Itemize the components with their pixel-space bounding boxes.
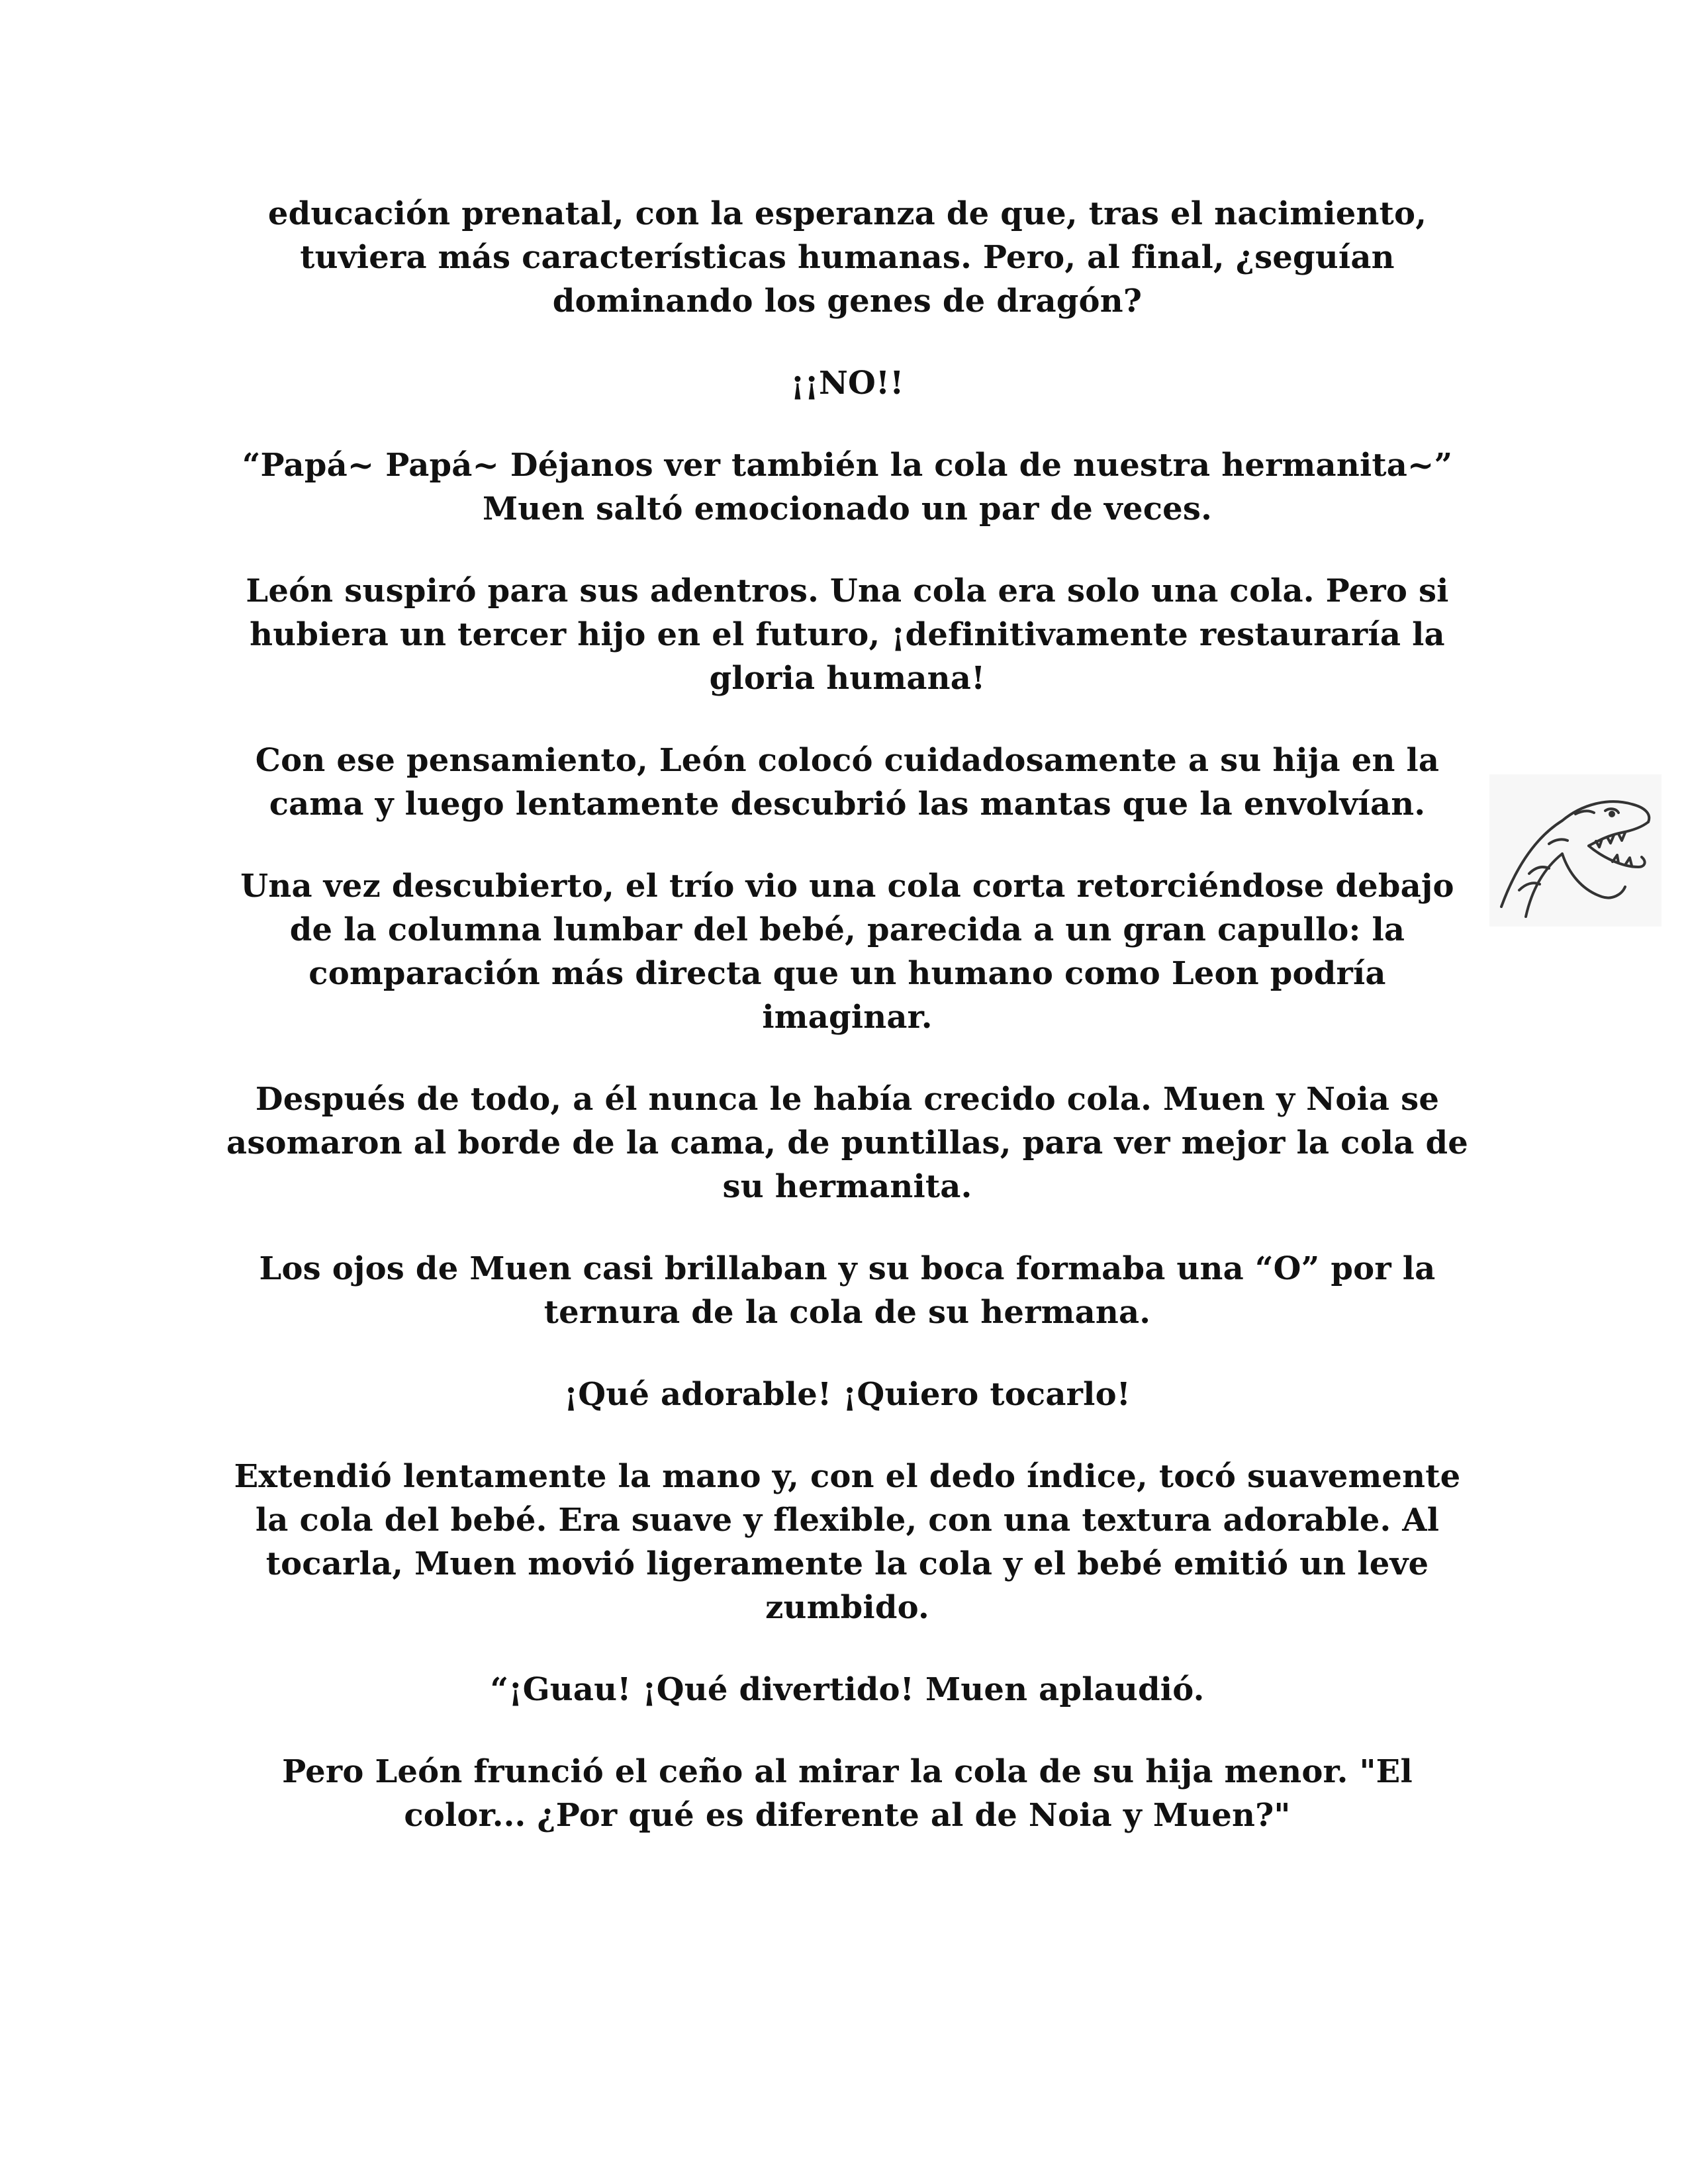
story-text (225, 192, 1470, 1876)
paragraph-4: León suspiró para sus adentros. Una cola era solo una cola. Pero si hubiera un tercer hijo en el futuro, ¡definitivamente restauraría la gloria humana! (246, 572, 1449, 697)
paragraph-11: “¡Guau! ¡Qué divertido! Muen aplaudió. (490, 1671, 1205, 1708)
dinosaur-head-sketch-icon (1489, 774, 1662, 927)
paragraph-10: Extendió lentamente la mano y, con el dedo índice, tocó suavemente la cola del bebé. Era suave y flexible, con una textura adorable. Al tocarla, Muen movió ligeramente la cola y el bebé emitió un leve zumbido. (234, 1458, 1461, 1626)
paragraph-3: “Papá~ Papá~ Déjanos ver también la cola de nuestra hermanita~” Muen saltó emocionado un par de veces. (242, 447, 1453, 527)
paragraph-9: ¡Qué adorable! ¡Quiero tocarlo! (563, 1376, 1131, 1413)
paragraph-8: Los ojos de Muen casi brillaban y su boca formaba una “O” por la ternura de la cola de su hermana. (259, 1250, 1436, 1331)
paragraph-1: educación prenatal, con la esperanza de que, tras el nacimiento, tuviera más características humanas. Pero, al final, ¿seguían dominando los genes de dragón? (267, 195, 1427, 320)
paragraph-7: Después de todo, a él nunca le había crecido cola. Muen y Noia se asomaron al borde de la cama, de puntillas, para ver mejor la cola de su hermanita. (226, 1081, 1468, 1205)
paragraph-2: ¡¡NO!! (790, 365, 904, 402)
paragraph-6: Una vez descubierto, el trío vio una cola corta retorciéndose debajo de la columna lumbar del bebé, parecida a un gran capullo: la comparación más directa que un humano como Leon podría imaginar. (240, 868, 1454, 1036)
paragraph-12: Pero León frunció el ceño al mirar la cola de su hija menor. "El color... ¿Por qué es diferente al de Noia y Muen?" (282, 1753, 1413, 1834)
paragraph-5: Con ese pensamiento, León colocó cuidadosamente a su hija en la cama y luego lentamente descubrió las mantas que la envolvían. (255, 742, 1440, 823)
